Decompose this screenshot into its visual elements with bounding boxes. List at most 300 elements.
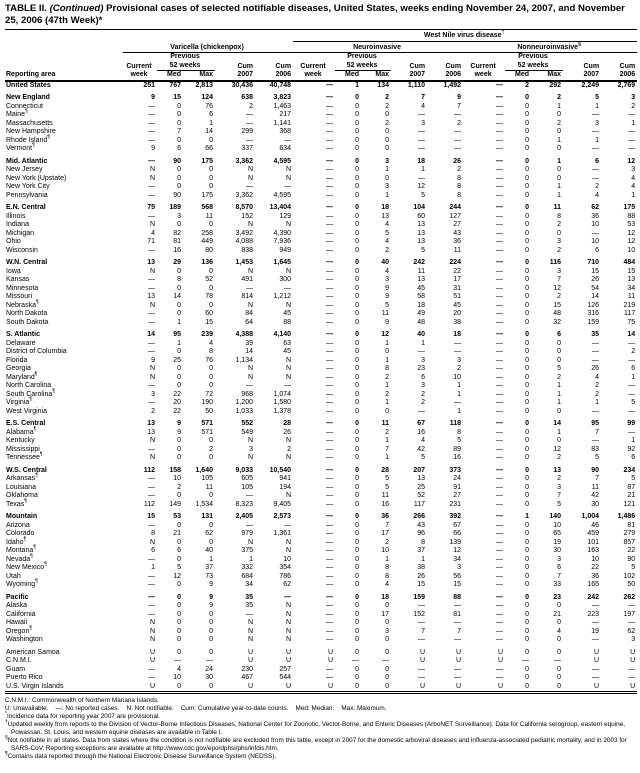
value-cell: — <box>326 136 334 144</box>
value-cell: — <box>284 521 292 529</box>
value-cell: 0 <box>209 454 213 462</box>
value-cell: 158 <box>169 466 181 474</box>
value-cell: 65 <box>553 530 562 538</box>
value-cell: 0 <box>209 174 213 182</box>
value-cell: 96 <box>417 530 426 538</box>
value-cell: 20 <box>453 310 462 318</box>
table-row <box>5 90 637 103</box>
reporting-area-cell: Ohio <box>6 238 21 246</box>
value-cell: 1 <box>385 399 390 407</box>
value-cell: 17 <box>381 530 390 538</box>
value-cell: — <box>326 521 334 529</box>
value-cell: 8,323 <box>235 500 253 508</box>
value-cell: — <box>326 111 334 119</box>
value-cell: 0 <box>355 665 360 673</box>
value-cell: — <box>418 111 426 119</box>
value-cell: 2 <box>209 445 213 453</box>
wnv-footnote-marker: † <box>501 30 505 37</box>
value-cell: — <box>148 483 155 491</box>
reporting-area-cell: Alaska <box>6 602 28 610</box>
value-cell: — <box>628 128 636 136</box>
value-cell: — <box>148 136 155 144</box>
value-cell: 35 <box>245 593 253 601</box>
value-cell: 2 <box>557 454 562 462</box>
value-cell: 3 <box>421 119 426 127</box>
value-cell: 1 <box>595 102 600 110</box>
value-cell: 36 <box>453 238 462 246</box>
value-cell: 175 <box>201 191 213 199</box>
value-cell: 0 <box>557 648 562 656</box>
value-cell: N <box>285 221 292 229</box>
value-cell: — <box>628 136 636 144</box>
nonneuro-cum-2007-header: Cum 2007 <box>583 62 600 79</box>
value-cell: — <box>326 259 334 267</box>
table-row <box>5 238 637 247</box>
value-cell: 0 <box>525 610 530 618</box>
reporting-area-cell: Florida <box>6 356 28 364</box>
reporting-area-cell: Maryland¶ <box>6 371 38 381</box>
value-cell: 5 <box>385 483 390 491</box>
value-cell: 159 <box>587 318 600 326</box>
varicella-previous-52-weeks-header: Previous 52 weeks <box>157 53 215 71</box>
value-cell: — <box>592 356 600 364</box>
table-row <box>5 628 637 637</box>
value-cell: 0 <box>355 204 360 212</box>
table-row <box>5 285 637 294</box>
value-cell: 0 <box>355 538 360 546</box>
table-row <box>5 175 637 184</box>
value-cell: — <box>592 339 600 347</box>
value-cell: 337 <box>241 145 253 153</box>
value-cell: 51 <box>453 293 462 301</box>
value-cell: — <box>326 593 334 601</box>
value-cell: — <box>326 373 334 381</box>
value-cell: N <box>149 538 155 546</box>
value-cell: 14 <box>205 128 213 136</box>
value-cell: — <box>326 483 334 491</box>
value-cell: 88 <box>283 318 292 326</box>
value-cell: N <box>285 610 292 618</box>
value-cell: 0 <box>355 339 360 347</box>
value-cell: 73 <box>205 572 213 580</box>
value-cell: 0 <box>525 157 530 165</box>
value-cell: — <box>148 284 155 292</box>
value-cell: 2 <box>557 119 562 127</box>
value-cell: 0 <box>525 174 530 182</box>
value-cell: — <box>148 318 155 326</box>
value-cell: 0 <box>355 399 360 407</box>
reporting-area-cell: Texas¶ <box>6 498 27 508</box>
value-cell: 9 <box>385 284 390 292</box>
value-cell: 26 <box>283 428 292 436</box>
value-cell: 62 <box>627 627 636 635</box>
value-cell: 16 <box>173 246 181 254</box>
reporting-area-cell: Louisiana <box>6 483 36 491</box>
value-cell: 129 <box>279 212 292 220</box>
reporting-area-cell: North Dakota <box>6 310 48 318</box>
value-cell: N <box>247 454 253 462</box>
value-cell: — <box>496 602 504 610</box>
value-cell: 1 <box>385 437 390 445</box>
value-cell: 139 <box>449 538 462 546</box>
value-cell: — <box>326 284 334 292</box>
value-cell: U <box>285 648 292 656</box>
value-cell: 332 <box>241 564 253 572</box>
value-cell: — <box>326 102 334 110</box>
value-cell: — <box>496 500 504 508</box>
value-cell: — <box>454 399 462 407</box>
nonneuro-group-label: Nonneuroinvasive <box>517 43 579 51</box>
value-cell: U <box>327 657 334 665</box>
value-cell: 0 <box>177 183 181 191</box>
value-cell: 0 <box>557 437 562 445</box>
value-cell: 7 <box>557 492 562 500</box>
value-cell: 0 <box>525 339 530 347</box>
value-cell: U <box>247 657 253 665</box>
value-cell: — <box>326 445 334 453</box>
value-cell: — <box>326 500 334 508</box>
value-cell: 11 <box>453 246 462 254</box>
value-cell: 1,492 <box>443 81 462 89</box>
value-cell: — <box>148 183 155 191</box>
value-cell: 1,004 <box>581 513 600 521</box>
value-cell: N <box>285 454 292 462</box>
value-cell: 1 <box>557 191 562 199</box>
value-cell: 2 <box>631 348 636 356</box>
value-cell: 87 <box>627 483 636 491</box>
value-cell: 0 <box>355 119 360 127</box>
value-cell: 19 <box>591 627 600 635</box>
value-cell: 1,378 <box>273 407 292 415</box>
table-row <box>5 200 637 213</box>
value-cell: 1,134 <box>235 356 253 364</box>
value-cell: 40 <box>381 259 390 267</box>
value-cell: 12 <box>453 547 462 555</box>
value-cell: U <box>455 657 462 665</box>
value-cell: 152 <box>241 212 253 220</box>
value-cell: U <box>419 648 426 656</box>
value-cell: 1 <box>457 407 462 415</box>
value-cell: 14 <box>147 331 155 339</box>
value-cell: 0 <box>355 246 360 254</box>
neuroinvasive-group-header: Neuroinvasive <box>293 41 463 53</box>
value-cell: 300 <box>279 276 292 284</box>
value-cell: U <box>327 682 334 690</box>
value-cell: 6 <box>595 246 600 254</box>
table-row <box>5 619 637 628</box>
value-cell: 27 <box>453 492 462 500</box>
value-cell: — <box>352 657 360 665</box>
table-row <box>5 81 637 91</box>
value-cell: — <box>326 492 334 500</box>
reporting-area-cell: Georgia <box>6 365 31 373</box>
value-cell: — <box>496 157 504 165</box>
value-cell: 0 <box>525 399 530 407</box>
value-cell: 81 <box>627 521 636 529</box>
value-cell: 67 <box>417 420 426 428</box>
value-cell: 2 <box>457 365 462 373</box>
value-cell: — <box>592 636 600 644</box>
value-cell: 0 <box>557 174 562 182</box>
value-cell: 2 <box>287 445 292 453</box>
nonneuro-footnote-marker: § <box>578 41 581 48</box>
value-cell: 8 <box>421 538 426 546</box>
value-cell: 21 <box>173 530 181 538</box>
value-cell: 1 <box>457 382 462 390</box>
value-cell: — <box>496 81 504 89</box>
value-cell: 12 <box>627 229 636 237</box>
value-cell: — <box>326 246 334 254</box>
table-row <box>5 192 637 201</box>
value-cell: 4 <box>557 627 562 635</box>
value-cell: 1 <box>631 373 636 381</box>
value-cell: 49 <box>417 310 426 318</box>
value-cell: 0 <box>355 284 360 292</box>
value-cell: 0 <box>557 407 562 415</box>
value-cell: 0 <box>177 636 181 644</box>
value-cell: 0 <box>525 530 530 538</box>
table-row <box>5 573 637 582</box>
table-row <box>5 666 637 675</box>
value-cell: 83 <box>591 445 600 453</box>
value-cell: N <box>149 636 155 644</box>
value-cell: — <box>418 348 426 356</box>
value-cell: 25 <box>417 483 426 491</box>
value-cell: 23 <box>553 593 562 601</box>
value-cell: 544 <box>279 674 292 682</box>
value-cell: — <box>418 665 426 673</box>
value-cell: N <box>285 301 292 309</box>
value-cell: 5 <box>385 301 390 309</box>
value-cell: — <box>628 428 636 436</box>
value-cell: 2 <box>385 246 390 254</box>
value-cell: 117 <box>413 500 426 508</box>
value-cell: — <box>496 365 504 373</box>
value-cell: 30 <box>205 674 213 682</box>
value-cell: U <box>593 657 600 665</box>
value-cell: 54 <box>591 284 600 292</box>
value-cell: 968 <box>241 390 253 398</box>
value-cell: 16 <box>453 454 462 462</box>
table-row <box>5 408 637 417</box>
value-cell: 299 <box>241 128 253 136</box>
value-cell: — <box>496 238 504 246</box>
value-cell: 5 <box>385 229 390 237</box>
value-cell: 52 <box>205 276 213 284</box>
value-cell: 0 <box>525 390 530 398</box>
value-cell: 2 <box>595 183 600 191</box>
value-cell: 0 <box>557 356 562 364</box>
value-cell: 292 <box>549 81 562 89</box>
value-cell: 0 <box>355 318 360 326</box>
value-cell: — <box>418 602 426 610</box>
table-row <box>5 446 637 455</box>
value-cell: 258 <box>201 229 213 237</box>
value-cell: — <box>326 454 334 462</box>
value-cell: 3 <box>557 267 562 275</box>
value-cell: 0 <box>525 373 530 381</box>
value-cell: 0 <box>525 420 530 428</box>
value-cell: — <box>628 382 636 390</box>
value-cell: 0 <box>177 102 181 110</box>
value-cell: 5 <box>595 94 600 102</box>
value-cell: 159 <box>413 593 426 601</box>
value-cell: 0 <box>177 301 181 309</box>
value-cell: 605 <box>241 475 253 483</box>
table-body <box>5 81 637 693</box>
value-cell: — <box>628 665 636 673</box>
value-cell: 0 <box>355 331 360 339</box>
value-cell: 13 <box>147 259 155 267</box>
value-cell: 71 <box>147 238 155 246</box>
value-cell: 217 <box>279 111 292 119</box>
value-cell: 2 <box>595 382 600 390</box>
value-cell: — <box>496 310 504 318</box>
neuro-med-header: Med <box>345 71 360 79</box>
table-row <box>5 293 637 302</box>
value-cell: 941 <box>279 475 292 483</box>
reporting-area-cell: New York (Upstate) <box>6 174 67 182</box>
value-cell: 194 <box>279 483 292 491</box>
value-cell: N <box>247 636 253 644</box>
value-cell: 0 <box>177 310 181 318</box>
value-cell: U <box>419 657 426 665</box>
value-cell: — <box>326 475 334 483</box>
value-cell: — <box>246 492 253 500</box>
value-cell: 82 <box>173 229 181 237</box>
value-cell: — <box>496 547 504 555</box>
value-cell: 43 <box>453 229 462 237</box>
value-cell: — <box>418 636 426 644</box>
value-cell: N <box>285 174 292 182</box>
value-cell: 16 <box>381 500 390 508</box>
value-cell: 2 <box>595 390 600 398</box>
value-cell: N <box>285 636 292 644</box>
value-cell: 0 <box>209 301 213 309</box>
value-cell: 0 <box>355 593 360 601</box>
value-cell: 571 <box>201 420 213 428</box>
reporting-area-cell: Maine¶ <box>6 109 28 119</box>
value-cell: 242 <box>413 259 426 267</box>
value-cell: 1,200 <box>235 399 253 407</box>
value-cell: — <box>326 348 334 356</box>
value-cell: — <box>628 390 636 398</box>
table-row <box>5 103 637 112</box>
value-cell: 0 <box>355 555 360 563</box>
value-cell: 0 <box>525 204 530 212</box>
footnote-abbreviations: U: Unavailable. —: No reported cases. N: Not notifiable. Cum: Cumulative year-to-date counts. Med: Median. Max: Maximum. <box>5 705 387 713</box>
value-cell: 0 <box>355 627 360 635</box>
value-cell: 2 <box>249 102 253 110</box>
value-cell: 45 <box>453 301 462 309</box>
value-cell: — <box>454 665 462 673</box>
value-cell: 0 <box>355 521 360 529</box>
reporting-area-cell: Tennessee¶ <box>6 452 43 462</box>
value-cell: 5 <box>631 564 636 572</box>
value-cell: 373 <box>449 466 462 474</box>
value-cell: 18 <box>417 157 426 165</box>
reporting-area-cell: Mid. Atlantic <box>6 157 48 165</box>
value-cell: 2 <box>385 390 390 398</box>
value-cell: N <box>149 619 155 627</box>
table-row <box>5 276 637 285</box>
value-cell: 0 <box>177 602 181 610</box>
value-cell: 64 <box>245 318 253 326</box>
value-cell: 14 <box>627 331 636 339</box>
value-cell: 2 <box>385 94 390 102</box>
value-cell: N <box>285 373 292 381</box>
value-cell: 102 <box>623 572 636 580</box>
value-cell: 3 <box>385 627 390 635</box>
value-cell: 7 <box>177 128 181 136</box>
value-cell: N <box>149 166 155 174</box>
value-cell: 126 <box>587 301 600 309</box>
value-cell: 10 <box>173 475 181 483</box>
value-cell: 13 <box>417 221 426 229</box>
reporting-area-cell: District of Columbia <box>6 348 67 356</box>
value-cell: 7 <box>595 428 600 436</box>
value-cell: — <box>148 593 155 601</box>
reporting-area-cell: Missouri <box>6 293 33 301</box>
value-cell: 140 <box>549 513 562 521</box>
value-cell: 0 <box>355 513 360 521</box>
value-cell: 13 <box>417 276 426 284</box>
value-cell: — <box>592 602 600 610</box>
value-cell: 4 <box>385 581 390 589</box>
value-cell: 3 <box>177 212 181 220</box>
value-cell: 112 <box>143 466 155 474</box>
value-cell: — <box>326 581 334 589</box>
value-cell: 3 <box>631 166 636 174</box>
value-cell: 0 <box>209 437 213 445</box>
value-cell: — <box>592 229 600 237</box>
value-cell: 0 <box>385 665 390 673</box>
value-cell: 23 <box>417 365 426 373</box>
value-cell: 34 <box>627 284 636 292</box>
value-cell: 316 <box>587 310 600 318</box>
value-cell: 8 <box>457 191 462 199</box>
value-cell: N <box>247 174 253 182</box>
value-cell: 1 <box>525 513 530 521</box>
value-cell: — <box>326 428 334 436</box>
value-cell: 0 <box>177 166 181 174</box>
value-cell: 0 <box>525 301 530 309</box>
value-cell: 14 <box>553 420 562 428</box>
value-cell: 0 <box>177 538 181 546</box>
value-cell: 1 <box>209 555 213 563</box>
table-row <box>5 247 637 256</box>
table-row <box>5 602 637 611</box>
value-cell: — <box>148 581 155 589</box>
value-cell: 11 <box>417 267 426 275</box>
value-cell: 0 <box>525 492 530 500</box>
notifiable-diseases-table <box>5 29 637 694</box>
value-cell: — <box>326 530 334 538</box>
value-cell: 0 <box>177 593 181 601</box>
reporting-area-cell: Utah <box>6 572 21 580</box>
value-cell: 0 <box>355 572 360 580</box>
table-row <box>5 319 637 328</box>
value-cell: 8 <box>457 174 462 182</box>
value-cell: U <box>327 648 334 656</box>
table-row <box>5 268 637 277</box>
value-cell: 60 <box>205 310 213 318</box>
table-row <box>5 454 637 463</box>
value-cell: 244 <box>449 204 462 212</box>
value-cell: 2 <box>385 102 390 110</box>
value-cell: 0 <box>557 166 562 174</box>
value-cell: — <box>496 284 504 292</box>
